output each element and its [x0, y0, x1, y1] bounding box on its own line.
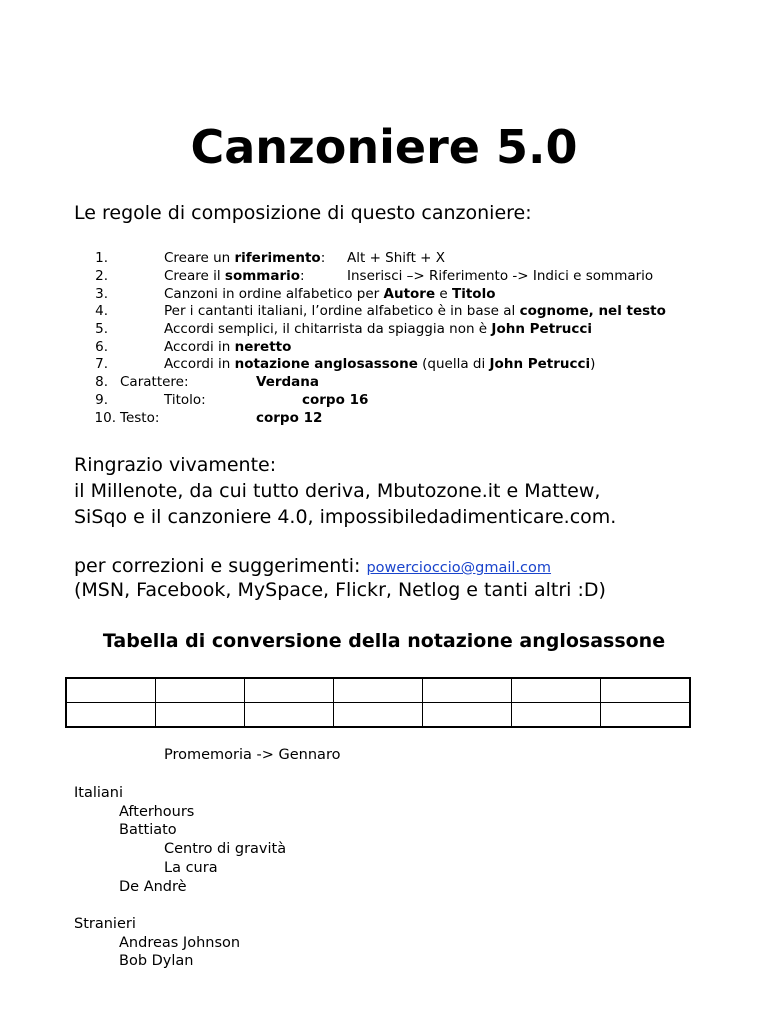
rule-item	[0, 267, 768, 285]
table-cell	[423, 703, 512, 728]
table-cell	[156, 703, 245, 728]
rule-item	[0, 409, 768, 427]
rule-number: 2.	[95, 267, 108, 284]
rule-label: Titolo:	[164, 392, 206, 408]
rule-text: Accordi in neretto	[164, 338, 292, 355]
index-artist: Bob Dylan	[119, 953, 194, 970]
rule-number: 5.	[95, 321, 108, 337]
rule-text: Creare il sommario:	[164, 267, 305, 284]
rule-text: Canzoni in ordine alfabetico per Autore e Titolo	[164, 285, 496, 302]
rule-number: 9.	[95, 392, 108, 408]
index-section: Italiani	[74, 785, 124, 801]
table-cell	[601, 703, 691, 728]
rule-item	[0, 373, 768, 391]
rule-item	[0, 320, 768, 338]
rule-item	[0, 285, 768, 303]
promemoria-note: Promemoria -> Gennaro	[164, 747, 341, 763]
table-cell	[66, 703, 156, 728]
rule-value: corpo 16	[302, 392, 369, 408]
rule-item	[0, 249, 768, 267]
table-cell	[601, 678, 691, 703]
index-song: Centro di gravità	[164, 841, 287, 858]
thanks-line: SiSqo e il canzoniere 4.0, impossibiledadimenticare.com.	[74, 506, 617, 528]
rule-number: 3.	[95, 285, 108, 302]
rule-label: Testo:	[120, 409, 160, 426]
table-cell	[334, 703, 423, 728]
table-cell	[156, 678, 245, 703]
rule-value: corpo 12	[256, 409, 323, 426]
table-row	[66, 678, 690, 703]
rule-shortcut: Alt + Shift + X	[347, 250, 446, 266]
table-row	[66, 703, 690, 728]
index-song: La cura	[164, 859, 218, 876]
rule-label: Carattere:	[120, 374, 189, 390]
rule-number: 8.	[95, 374, 108, 390]
index-section: Stranieri	[74, 915, 136, 932]
table-cell	[512, 678, 601, 703]
table-cell	[512, 703, 601, 728]
conversion-table	[65, 677, 691, 728]
rule-text: Accordi semplici, il chitarrista da spiaggia non è John Petrucci	[164, 321, 593, 337]
rules-intro: Le regole di composizione di questo canzoniere:	[74, 202, 532, 224]
rule-item	[0, 355, 768, 373]
rule-value: Verdana	[256, 374, 320, 390]
table-cell	[423, 678, 512, 703]
rule-item	[0, 302, 768, 320]
index-artist: Andreas Johnson	[119, 934, 241, 951]
table-title: Tabella di conversione della notazione anglosassone	[102, 630, 666, 652]
table-cell	[334, 678, 423, 703]
rule-text: Per i cantanti italiani, l’ordine alfabetico è in base al cognome, nel testo	[164, 303, 666, 319]
rule-text: Accordi in notazione anglosassone (quella di John Petrucci)	[164, 356, 596, 372]
rule-number: 4.	[95, 303, 108, 319]
thanks-heading: Ringrazio vivamente:	[74, 454, 277, 476]
rule-shortcut: Inserisci –> Riferimento -> Indici e sommario	[347, 267, 654, 284]
index-artist: De Andrè	[119, 878, 187, 895]
rule-number: 10.	[94, 409, 116, 426]
email-link[interactable]: powercioccio@gmail.com	[366, 560, 552, 576]
rule-number: 7.	[95, 356, 108, 372]
contact-line	[74, 554, 551, 580]
rule-number: 6.	[95, 338, 108, 355]
rule-text: Creare un riferimento:	[164, 250, 326, 266]
index-artist: Afterhours	[119, 803, 195, 820]
table-cell	[245, 678, 334, 703]
document-title: Canzoniere 5.0	[190, 120, 578, 174]
rule-item	[0, 338, 768, 356]
contact-networks: (MSN, Facebook, MySpace, Flickr, Netlog e tanti altri :D)	[74, 579, 606, 601]
thanks-line: il Millenote, da cui tutto deriva, Mbutozone.it e Mattew,	[74, 480, 601, 502]
rule-item	[0, 391, 768, 409]
index-artist: Battiato	[119, 822, 177, 839]
contact-label: per correzioni e suggerimenti:	[74, 555, 367, 577]
table-cell	[245, 703, 334, 728]
table-cell	[66, 678, 156, 703]
rule-number: 1.	[95, 250, 108, 266]
